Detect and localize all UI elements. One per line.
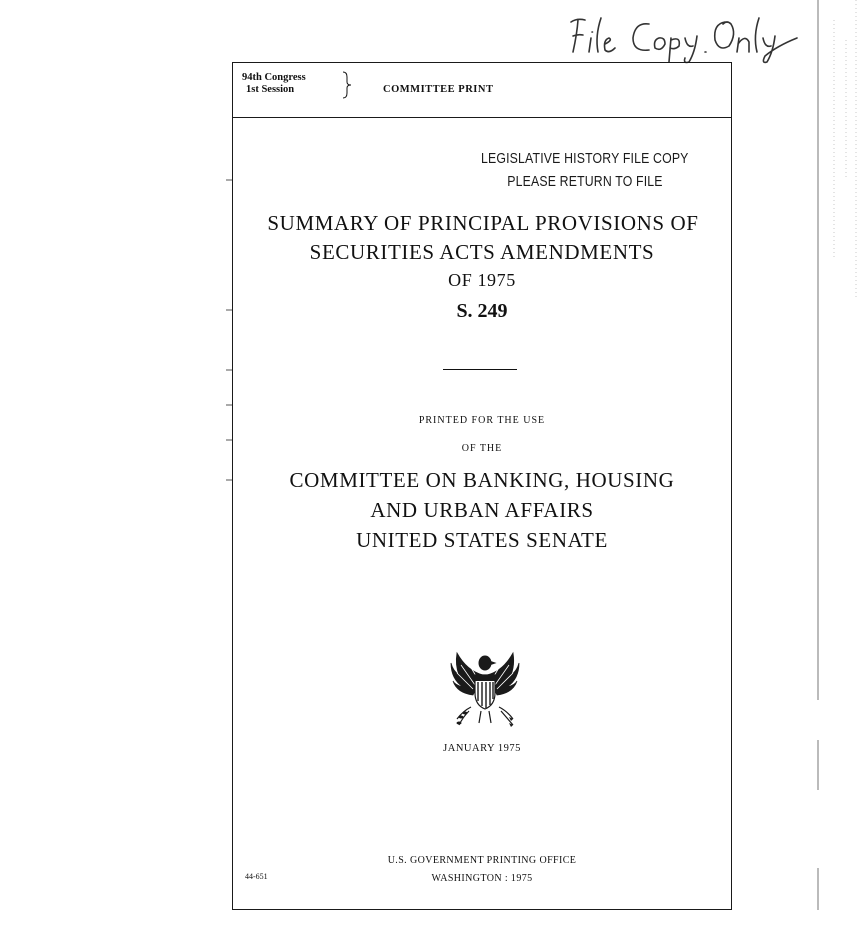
title-line-2: SECURITIES ACTS AMENDMENTS bbox=[309, 240, 655, 264]
document-type: COMMITTEE PRINT bbox=[383, 84, 494, 95]
printed-for-line-2: OF THE bbox=[461, 443, 503, 454]
title-line-3: OF 1975 bbox=[448, 270, 516, 290]
handwritten-annotation bbox=[565, 8, 805, 66]
handwritten-note-drawing bbox=[565, 8, 805, 66]
session-label: 1st Session bbox=[246, 84, 295, 95]
publication-date: JANUARY 1975 bbox=[443, 743, 521, 754]
scan-edge-marks bbox=[812, 0, 860, 935]
document-cover bbox=[232, 62, 732, 910]
printed-for-line-1: PRINTED FOR THE USE bbox=[418, 415, 546, 426]
title-line-1: SUMMARY OF PRINCIPAL PROVISIONS OF bbox=[267, 211, 699, 235]
congress-session bbox=[242, 72, 306, 96]
publisher-location: WASHINGTON : 1975 bbox=[431, 873, 533, 884]
stamp-line-1: LEGISLATIVE HISTORY FILE COPY bbox=[481, 150, 689, 167]
committee-line-1: COMMITTEE ON BANKING, HOUSING bbox=[289, 468, 675, 492]
file-copy-stamp bbox=[481, 147, 689, 193]
divider-rule bbox=[443, 369, 517, 370]
committee-line-2: AND URBAN AFFAIRS bbox=[370, 498, 594, 522]
header-box bbox=[233, 63, 731, 118]
publisher-name: U.S. GOVERNMENT PRINTING OFFICE bbox=[387, 855, 577, 866]
right-brace-icon bbox=[342, 71, 352, 99]
eagle-seal-icon bbox=[447, 645, 523, 731]
job-number: 44-651 bbox=[245, 872, 268, 881]
bill-number: S. 249 bbox=[456, 300, 508, 322]
congress-label: 94th Congress bbox=[242, 72, 306, 83]
stamp-line-2: PLEASE RETURN TO FILE bbox=[507, 173, 663, 190]
committee-line-3: UNITED STATES SENATE bbox=[356, 528, 608, 552]
